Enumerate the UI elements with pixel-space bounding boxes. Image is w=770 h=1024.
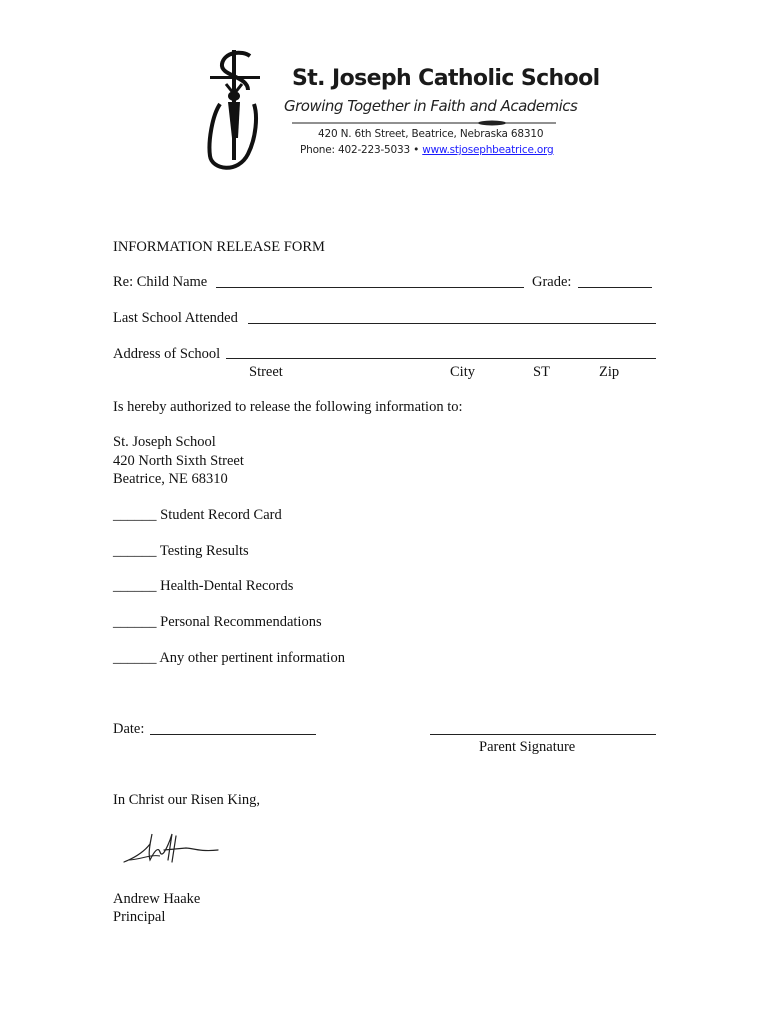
grade-field[interactable] xyxy=(578,287,652,288)
address-label: Address of School xyxy=(113,346,221,362)
checklist-item[interactable] xyxy=(113,542,249,560)
checklist-label: Any other pertinent information xyxy=(159,650,345,666)
grade-label: Grade: xyxy=(532,274,572,290)
child-name-field[interactable] xyxy=(216,287,524,288)
address-field[interactable] xyxy=(226,358,656,359)
last-school-field[interactable] xyxy=(248,323,656,324)
date-field[interactable] xyxy=(150,734,316,735)
address-state-label: ST xyxy=(533,364,550,380)
school-tagline: Growing Together in Faith and Academics xyxy=(284,97,578,115)
form-title: INFORMATION RELEASE FORM xyxy=(113,239,325,255)
recipient-line-1: St. Joseph School xyxy=(113,434,216,450)
contact-separator: • xyxy=(413,144,420,156)
address-street-label: Street xyxy=(249,364,283,380)
checklist-blank[interactable]: ______ xyxy=(113,650,157,666)
authorization-text: Is hereby authorized to release the following information to: xyxy=(113,399,463,415)
school-address: 420 N. 6th Street, Beatrice, Nebraska 68310 xyxy=(318,128,544,140)
school-name: St. Joseph Catholic School xyxy=(292,66,600,91)
address-city-label: City xyxy=(450,364,475,380)
last-school-label: Last School Attended xyxy=(113,310,238,326)
contact-line xyxy=(300,144,553,156)
closing-salutation: In Christ our Risen King, xyxy=(113,792,261,808)
tagline-divider xyxy=(292,119,556,127)
checklist-label: Personal Recommendations xyxy=(160,614,322,630)
signer-name: Andrew Haake xyxy=(113,891,201,907)
crucifix-logo-icon xyxy=(198,46,270,174)
checklist-item[interactable] xyxy=(113,506,282,524)
recipient-line-3: Beatrice, NE 68310 xyxy=(113,471,228,487)
checklist-blank[interactable]: ______ xyxy=(113,578,157,594)
checklist-item[interactable] xyxy=(113,613,322,631)
handwritten-signature-icon xyxy=(120,830,220,870)
school-phone: Phone: 402-223-5033 xyxy=(300,144,410,156)
recipient-line-2: 420 North Sixth Street xyxy=(113,453,244,469)
checklist-item[interactable] xyxy=(113,577,293,595)
address-zip-label: Zip xyxy=(599,364,620,380)
checklist-label: Student Record Card xyxy=(160,507,282,523)
school-website-link[interactable]: www.stjosephbeatrice.org xyxy=(422,144,554,156)
checklist-item[interactable] xyxy=(113,649,345,667)
checklist-blank[interactable]: ______ xyxy=(113,614,157,630)
signer-title: Principal xyxy=(113,909,166,925)
checklist-label: Health-Dental Records xyxy=(160,578,294,594)
child-name-label: Re: Child Name xyxy=(113,274,208,290)
checklist-blank[interactable]: ______ xyxy=(113,507,157,523)
date-label: Date: xyxy=(113,721,145,737)
checklist-label: Testing Results xyxy=(159,543,249,559)
parent-signature-field[interactable] xyxy=(430,734,656,735)
checklist-blank[interactable]: ______ xyxy=(113,543,157,559)
parent-signature-label: Parent Signature xyxy=(479,739,576,755)
